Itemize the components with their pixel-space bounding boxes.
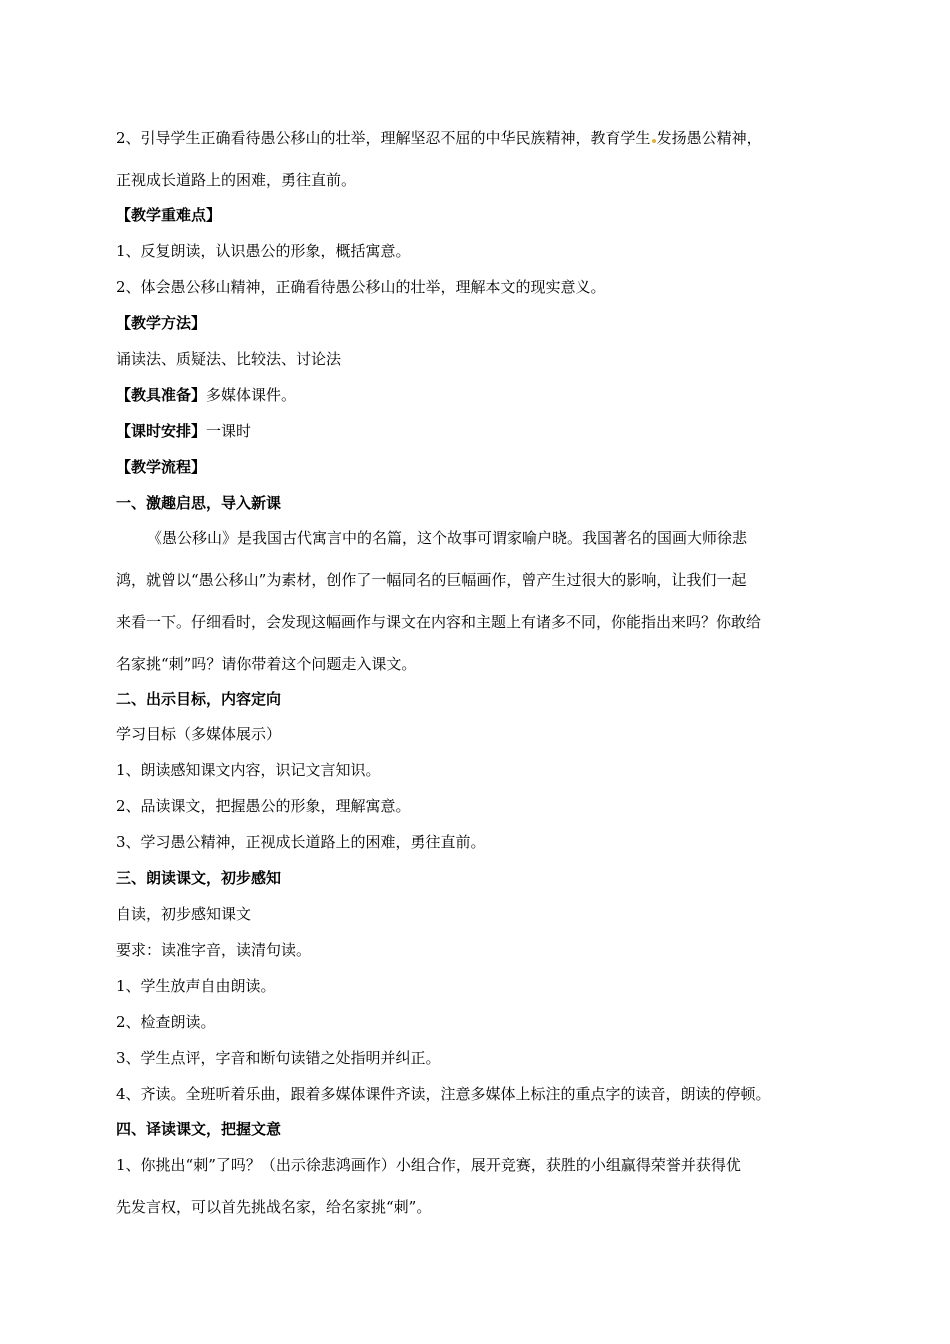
schedule-text: 一课时 (206, 422, 252, 440)
section-2-heading: 二、出示目标，内容定向 (116, 690, 282, 708)
section-1-paragraph-line-2: 鸿，就曾以“愚公移山”为素材，创作了一幅同名的巨幅画作，曾产生过很大的影响，让我们一起 (116, 571, 747, 589)
section-4-item-1-line-1: 1、你挑出“刺”了吗？（出示徐悲鸿画作）小组合作，展开竞赛，获胜的小组赢得荣誉并获得优 (116, 1156, 741, 1174)
goal-2-line (116, 128, 844, 148)
goal-2-text-a: 2、引导学生正确看待愚公移山的壮举，理解坚忍不屈的中华民族精神，教育学生 (116, 129, 651, 147)
section-3-heading: 三、朗读课文，初步感知 (116, 869, 282, 887)
key-point-2: 2、体会愚公移山精神，正确看待愚公移山的壮举，理解本文的现实意义。 (116, 278, 606, 296)
tools-heading: 【教具准备】 (116, 386, 207, 404)
section-2-item-2: 2、品读课文，把握愚公的形象，理解寓意。 (116, 797, 411, 815)
section-1-paragraph-line-3: 来看一下。仔细看时，会发现这幅画作与课文在内容和主题上有诸多不同，你能指出来吗？你敢给 (116, 613, 762, 631)
edit-mark-icon (652, 139, 656, 143)
key-points-heading: 【教学重难点】 (116, 206, 222, 224)
goal-2-text-b: 发扬愚公精神， (656, 129, 762, 147)
methods-text: 诵读法、质疑法、比较法、讨论法 (116, 350, 342, 368)
section-3-intro: 自读，初步感知课文 (116, 905, 252, 923)
section-3-item-2: 2、检查朗读。 (116, 1013, 216, 1031)
section-2-item-3: 3、学习愚公精神，正视成长道路上的困难，勇往直前。 (116, 833, 486, 851)
section-3-item-1: 1、学生放声自由朗读。 (116, 977, 276, 995)
process-heading: 【教学流程】 (116, 458, 207, 476)
section-2-intro: 学习目标（多媒体展示） (116, 725, 282, 743)
section-3-requirement: 要求：读准字音，读清句读。 (116, 941, 312, 959)
section-1-heading: 一、激趣启思，导入新课 (116, 494, 282, 512)
key-point-1: 1、反复朗读，认识愚公的形象，概括寓意。 (116, 242, 411, 260)
section-3-item-4: 4、齐读。全班听着乐曲，跟着多媒体课件齐读，注意多媒体上标注的重点字的读音，朗读的停顿。 (116, 1085, 771, 1103)
goal-2-continuation: 正视成长道路上的困难，勇往直前。 (116, 171, 357, 189)
schedule-line (116, 421, 844, 441)
section-2-item-1: 1、朗读感知课文内容，识记文言知识。 (116, 761, 381, 779)
section-4-item-1-line-2: 先发言权，可以首先挑战名家，给名家挑“刺”。 (116, 1198, 432, 1216)
tools-line (116, 385, 844, 405)
tools-text: 多媒体课件。 (206, 386, 297, 404)
methods-heading: 【教学方法】 (116, 314, 207, 332)
section-1-paragraph-line-1: 《愚公移山》是我国古代寓言中的名篇，这个故事可谓家喻户晓。我国著名的国画大师徐悲 (147, 529, 748, 547)
schedule-heading: 【课时安排】 (116, 422, 207, 440)
section-3-item-3: 3、学生点评，字音和断句读错之处指明并纠正。 (116, 1049, 441, 1067)
section-1-paragraph-line-4: 名家挑“刺”吗？请你带着这个问题走入课文。 (116, 655, 417, 673)
section-4-heading: 四、译读课文，把握文意 (116, 1120, 282, 1138)
